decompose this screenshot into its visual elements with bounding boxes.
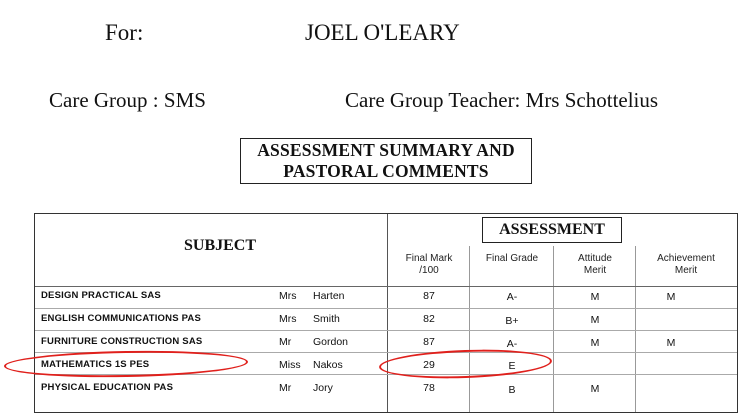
row-subject: MATHEMATICS 1S PES [41,359,150,370]
row-teacher-title: Mrs [279,290,297,302]
row-final-mark: 87 [423,336,435,348]
row-final-grade: A- [506,338,518,350]
care-group: Care Group : SMS [49,88,206,112]
subject-header: SUBJECT [184,237,257,254]
summary-title-line1: ASSESSMENT SUMMARY AND [257,140,515,160]
row-teacher-name: Jory [313,382,333,394]
summary-title-box [240,138,532,184]
row-subject: PHYSICAL EDUCATION PAS [41,382,174,393]
row-teacher-title: Mrs [279,313,297,325]
final-mark-header [388,253,470,277]
row-teacher-name: Gordon [313,336,349,348]
row-teacher-name: Harten [313,290,345,302]
row-teacher-title: Mr [279,382,292,394]
row-final-grade: A- [506,291,518,303]
row-final-mark: 82 [423,313,435,325]
for-label: For: [105,20,144,45]
row-teacher-name: Nakos [313,359,343,371]
final-mark-header-line1: Final Mark [405,253,453,264]
student-name: JOEL O'LEARY [305,20,460,45]
row-teacher-name: Smith [313,313,340,325]
attitude-header-line2: Merit [583,265,607,276]
row-attitude-merit: M [590,337,600,349]
attitude-merit-header [554,253,636,277]
row-attitude-merit: M [590,314,600,326]
final-mark-header-line2: /100 [419,265,439,276]
row-achievement-merit: M [666,337,676,349]
row-final-grade: B+ [505,315,519,327]
row-final-mark: 29 [423,359,435,371]
row-attitude-merit: M [590,383,600,395]
row-achievement-merit: M [666,291,676,303]
row-subject: ENGLISH COMMUNICATIONS PAS [41,313,202,324]
row-subject: FURNITURE CONSTRUCTION SAS [41,336,203,347]
row-attitude-merit: M [590,291,600,303]
row-final-mark: 78 [423,382,435,394]
care-group-teacher: Care Group Teacher: Mrs Schottelius [345,88,659,112]
row-teacher-title: Miss [279,359,301,371]
achievement-header-line1: Achievement [657,253,715,264]
summary-title-line2: PASTORAL COMMENTS [283,161,489,181]
row-final-mark: 87 [423,290,435,302]
achievement-merit-header [636,253,736,277]
row-teacher-title: Mr [279,336,292,348]
achievement-header-line2: Merit [674,265,698,276]
row-subject: DESIGN PRACTICAL SAS [41,290,161,301]
row-final-grade: B [508,384,516,396]
attitude-header-line1: Attitude [578,253,612,264]
assessment-header: ASSESSMENT [482,217,622,243]
final-grade-header: Final Grade [485,253,539,264]
row-final-grade: E [508,360,516,372]
